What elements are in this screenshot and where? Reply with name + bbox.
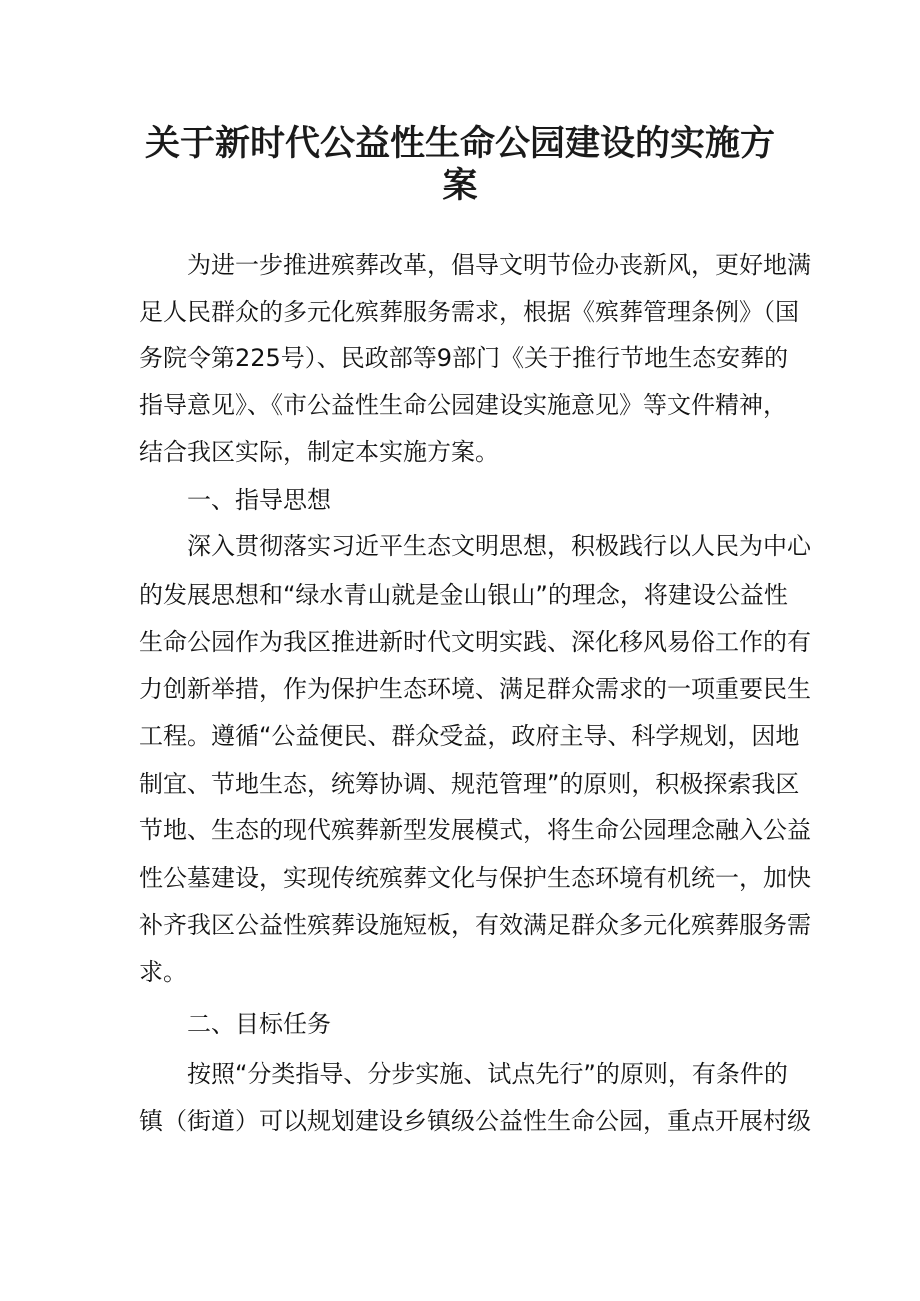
paragraph-line: 补齐我区公益性殡葬设施短板，有效满足群众多元化殡葬服务需 <box>139 911 811 939</box>
paragraph-line: 节地、生态的现代殡葬新型发展模式，将生命公园理念融入公益 <box>139 816 811 844</box>
paragraph-line: 制宜、节地生态，统筹协调、规范管理”的原则，积极探索我区 <box>139 770 800 798</box>
paragraph-line: 按照“分类指导、分步实施、试点先行”的原则，有条件的 <box>187 1060 788 1088</box>
paragraph-line: 结合我区实际，制定本实施方案。 <box>139 438 499 466</box>
paragraph-line: 工程。遵循“公益便民、群众受益，政府主导、科学规划，因地 <box>139 722 800 750</box>
paragraph-line: 求。 <box>139 958 187 986</box>
paragraph-line: 的发展思想和“绿水青山就是金山银山”的理念，将建设公益性 <box>139 581 788 609</box>
paragraph-line: 生命公园作为我区推进新时代文明实践、深化移风易俗工作的有 <box>139 628 811 656</box>
paragraph-line: 性公墓建设，实现传统殡葬文化与保护生态环境有机统一，加快 <box>139 864 811 892</box>
section-heading: 一、指导思想 <box>187 486 331 514</box>
paragraph-line: 为进一步推进殡葬改革，倡导文明节俭办丧新风，更好地满 <box>187 251 811 279</box>
document-title-continued: 案 <box>442 165 478 206</box>
document-title: 关于新时代公益性生命公园建设的实施方 <box>144 123 775 164</box>
paragraph-line: 足人民群众的多元化殡葬服务需求，根据《殡葬管理条例》（国 <box>139 298 799 326</box>
paragraph-line: 力创新举措，作为保护生态环境、满足群众需求的一项重要民生 <box>139 675 811 703</box>
paragraph-line: 镇（街道）可以规划建设乡镇级公益性生命公园，重点开展村级 <box>139 1107 811 1135</box>
paragraph-line: 深入贯彻落实习近平生态文明思想，积极践行以人民为中心 <box>187 532 811 560</box>
paragraph-line: 务院令第225号）、民政部等9部门《关于推行节地生态安葬的 <box>139 344 789 372</box>
section-heading: 二、目标任务 <box>187 1010 331 1038</box>
paragraph-line: 指导意见》、《市公益性生命公园建设实施意见》等文件精神， <box>139 391 787 419</box>
